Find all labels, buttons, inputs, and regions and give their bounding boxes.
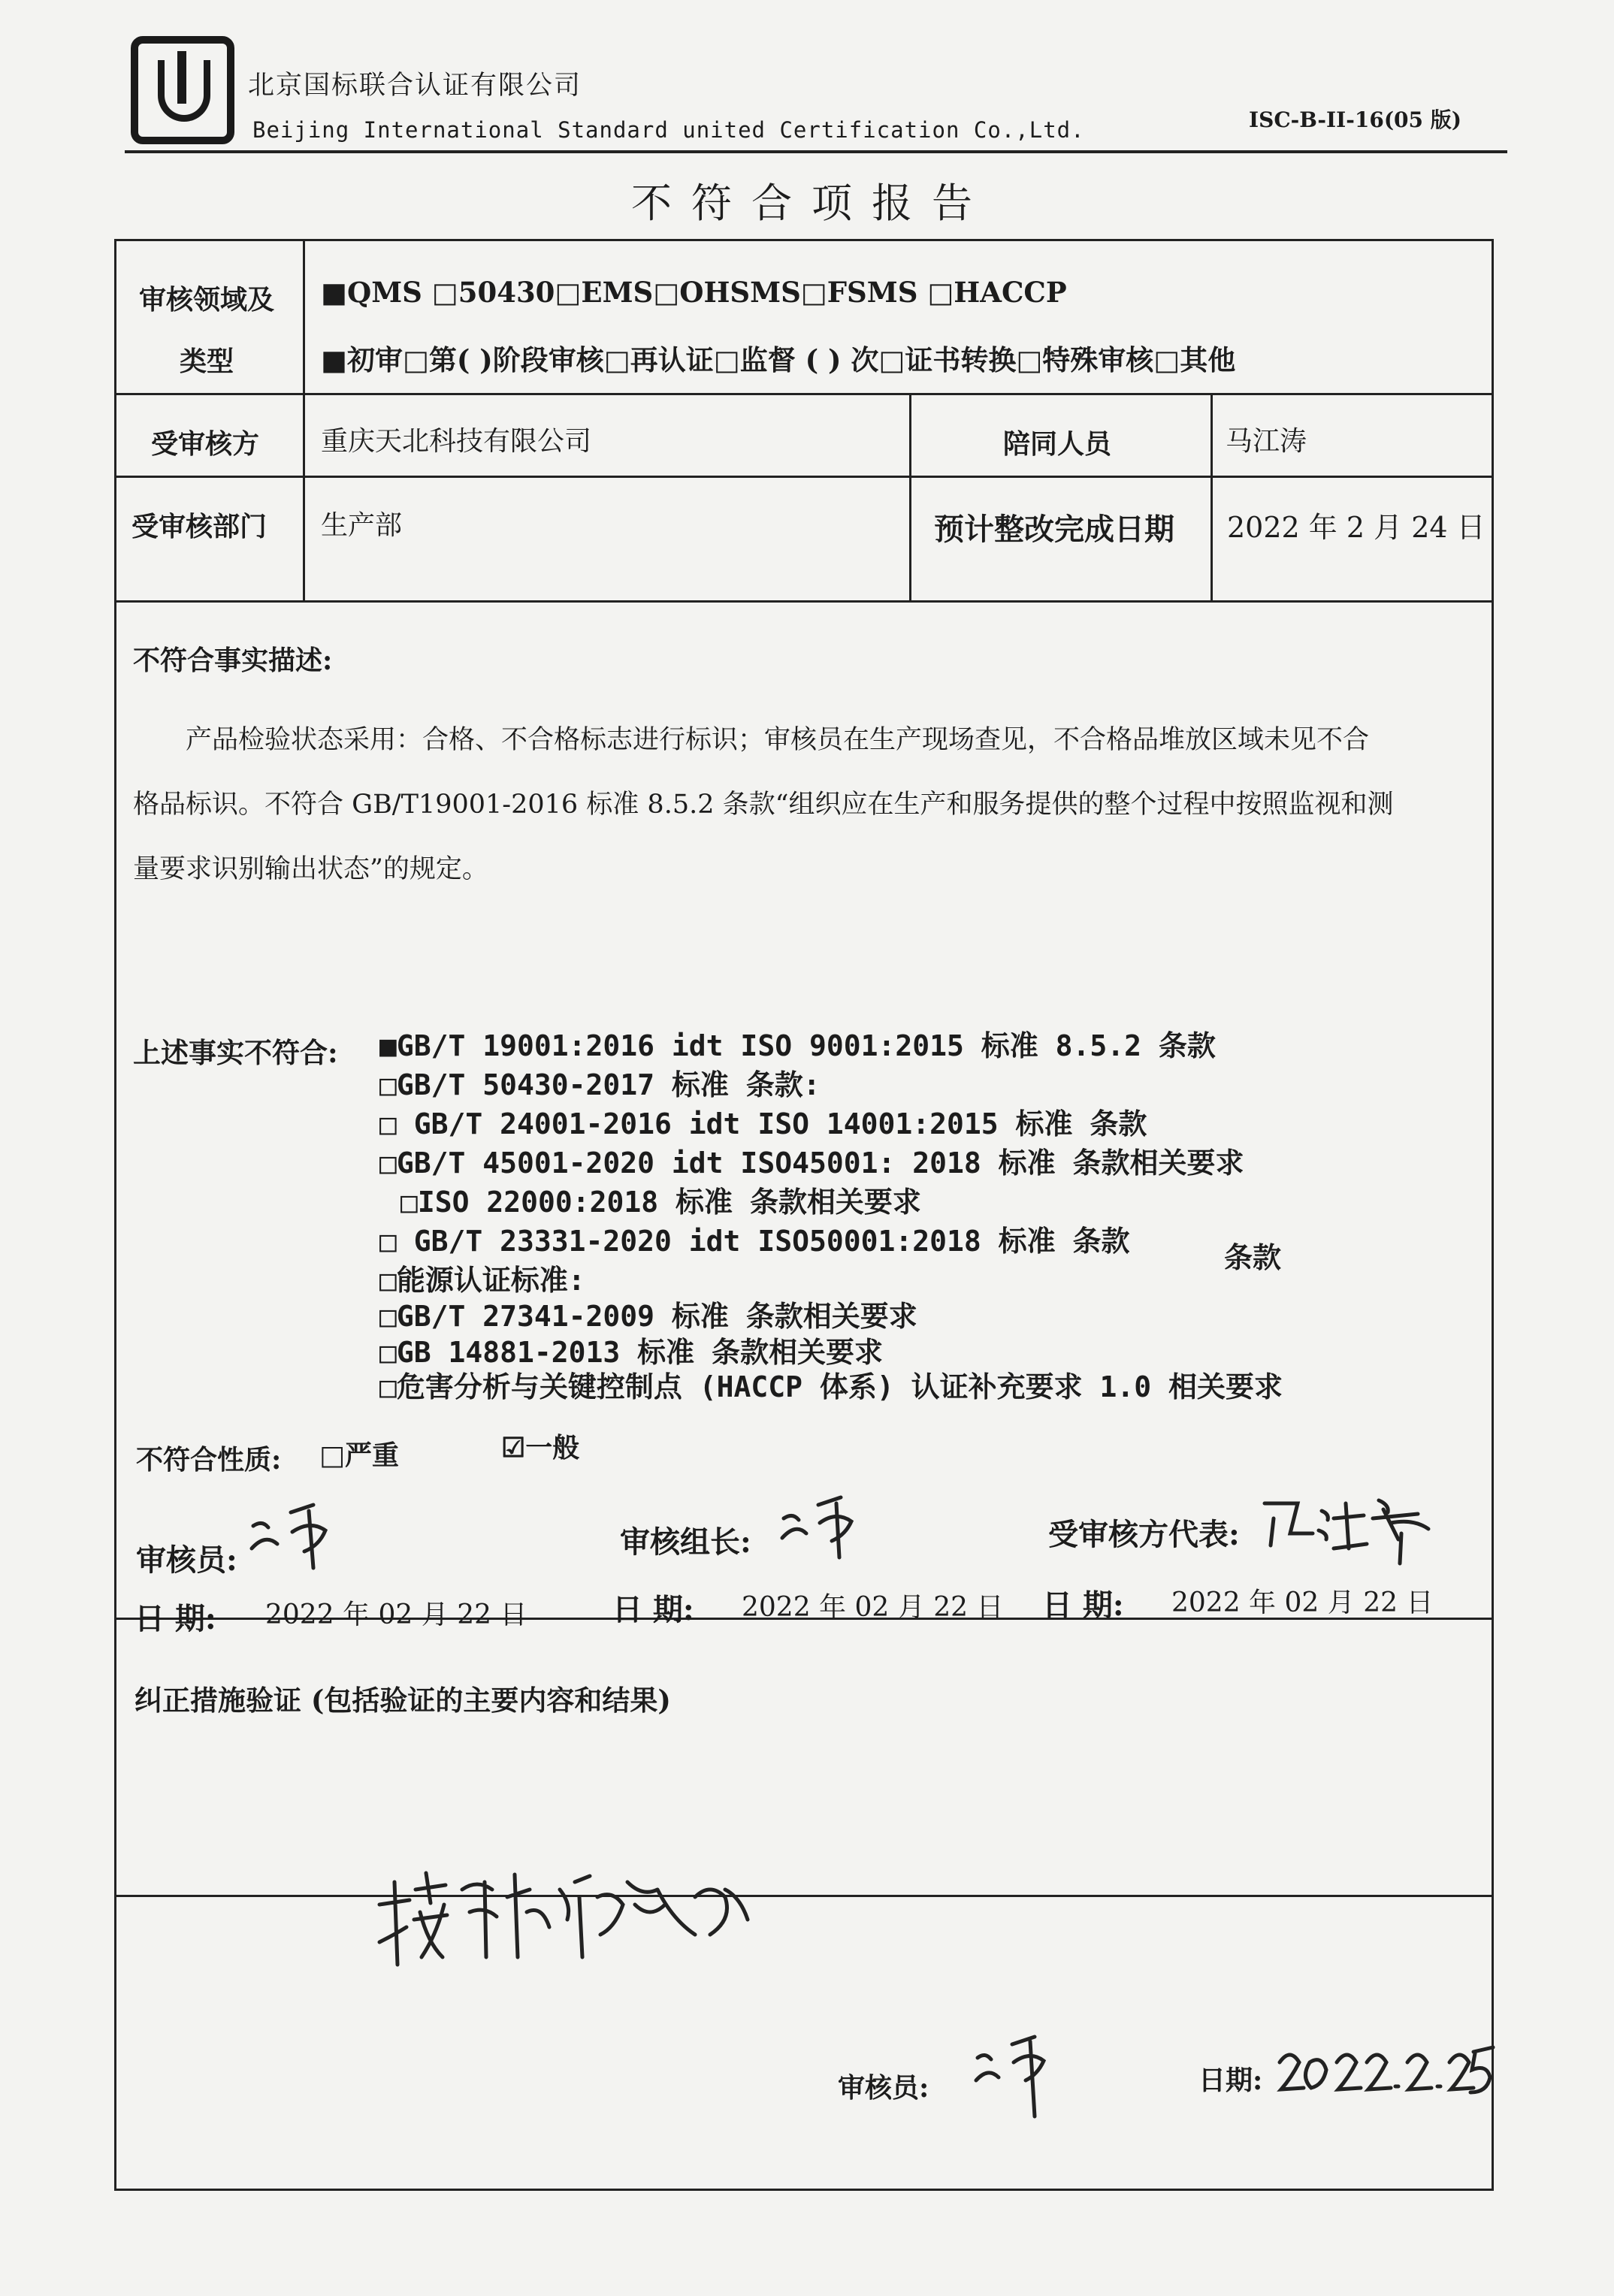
standard-item: ■GB/T 19001:2016 idt ISO 9001:2015 标准 8.5.2 条款 [379, 1029, 1216, 1062]
rep-date-label: 日 期: [1042, 1588, 1124, 1623]
verification-auditor-signature [972, 2025, 1069, 2122]
description-line-2: 格品标识。不符合 GB/T19001-2016 标准 8.5.2 条款“组织应在生产和服务提供的整个过程中按照监视和测 [133, 790, 1394, 820]
header-rule [125, 150, 1507, 153]
form-frame [114, 239, 1494, 2191]
auditor-signature [246, 1496, 351, 1571]
leader-date-label: 日 期: [612, 1592, 694, 1627]
auditor-date-label: 日 期: [134, 1601, 216, 1636]
col-divider [303, 241, 305, 600]
description-label: 不符合事实描述: [133, 645, 333, 676]
type-checkboxes: ■初审□第( )阶段审核□再认证□监督 ( ) 次□证书转换□特殊审核□其他 [321, 343, 1236, 376]
document-code: ISC-B-II-16(05 版) [1249, 107, 1462, 132]
standard-item: □危害分析与关键控制点 (HACCP 体系) 认证补充要求 1.0 相关要求 [379, 1370, 1283, 1403]
row-divider [116, 600, 1492, 603]
col-divider [909, 393, 911, 600]
standard-item: □GB/T 50430-2017 标准 条款: [379, 1068, 821, 1101]
auditee-value: 重庆天北科技有限公司 [321, 426, 592, 457]
standard-item: □GB 14881-2013 标准 条款相关要求 [379, 1336, 884, 1369]
scope-checkboxes: ■QMS □50430□EMS□OHSMS□FSMS □HACCP [321, 276, 1067, 309]
standards-label: 上述事实不符合: [133, 1036, 338, 1069]
auditor-date: 2022 年 02 月 22 日 [265, 1600, 527, 1630]
auditor-label: 审核员: [136, 1542, 237, 1578]
nature-general: ☑一般 [501, 1432, 580, 1464]
department-label: 受审核部门 [131, 511, 267, 542]
logo-bar [177, 51, 186, 104]
company-logo [131, 36, 234, 144]
leader-signature [778, 1488, 875, 1563]
standard-item: □GB/T 27341-2009 标准 条款相关要求 [379, 1300, 917, 1333]
rep-date: 2022 年 02 月 22 日 [1171, 1588, 1434, 1618]
row-divider [116, 1895, 1492, 1897]
col-divider [1210, 393, 1213, 600]
leader-date: 2022 年 02 月 22 日 [742, 1592, 1004, 1623]
verification-date-value [1272, 2040, 1498, 2100]
verification-handwritten-note [372, 1859, 763, 1972]
escort-value: 马江涛 [1226, 426, 1307, 457]
row-divider [116, 476, 1492, 478]
nature-label: 不符合性质: [136, 1444, 282, 1476]
nature-serious: □严重 [319, 1440, 400, 1471]
energy-clause: 条款 [1224, 1241, 1282, 1274]
standard-item: □ GB/T 24001-2016 idt ISO 14001:2015 标准 条款 [379, 1107, 1147, 1140]
department-value: 生产部 [321, 510, 403, 541]
representative-label: 受审核方代表: [1048, 1517, 1240, 1552]
description-line-3: 量要求识别输出状态”的规定。 [133, 854, 488, 884]
standard-item: □能源认证标准: [379, 1264, 585, 1297]
audit-scope-label: 审核领域及 [139, 284, 275, 316]
description-line-1: 产品检验状态采用：合格、不合格标志进行标识；审核员在生产现场查见，不合格品堆放区域未见不合 [186, 725, 1370, 755]
auditee-label: 受审核方 [151, 428, 260, 460]
due-date-value: 2022 年 2 月 24 日 [1227, 511, 1486, 544]
company-name-en: Beijing International Standard united Certification Co.,Ltd. [252, 117, 1085, 143]
verification-date-label: 日期: [1198, 2065, 1263, 2096]
verification-label: 纠正措施验证 (包括验证的主要内容和结果) [134, 1684, 671, 1717]
leader-label: 审核组长: [620, 1524, 751, 1560]
row-divider [116, 393, 1492, 395]
audit-type-label: 类型 [180, 346, 234, 377]
report-title: 不符合项报告 [631, 180, 992, 227]
due-date-label: 预计整改完成日期 [934, 512, 1174, 547]
verification-auditor-label: 审核员: [838, 2072, 929, 2104]
escort-label: 陪同人员 [1003, 428, 1112, 460]
standard-item: □ GB/T 23331-2020 idt ISO50001:2018 标准 条款 [379, 1225, 1130, 1258]
standard-item: □GB/T 45001-2020 idt ISO45001: 2018 标准 条款相关要求 [379, 1146, 1244, 1180]
standard-item: □ISO 22000:2018 标准 条款相关要求 [400, 1186, 921, 1219]
company-name-cn: 北京国标联合认证有限公司 [248, 71, 582, 101]
representative-signature [1259, 1488, 1439, 1571]
